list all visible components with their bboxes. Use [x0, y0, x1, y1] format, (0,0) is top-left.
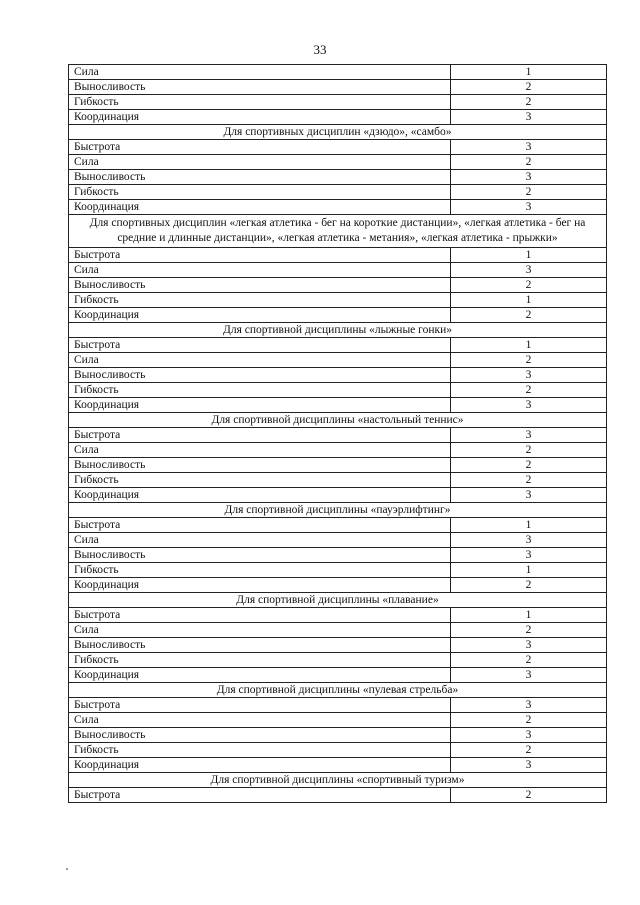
- quality-value: 1: [451, 608, 607, 623]
- quality-label: Быстрота: [69, 428, 451, 443]
- table-row: [69, 338, 607, 353]
- quality-label: Гибкость: [69, 653, 451, 668]
- quality-value: 1: [451, 248, 607, 263]
- table-row: [69, 623, 607, 638]
- quality-value: 3: [451, 728, 607, 743]
- quality-label: Гибкость: [69, 473, 451, 488]
- section-title: Для спортивной дисциплины «пауэрлифтинг»: [69, 503, 607, 518]
- table-row: [69, 518, 607, 533]
- table-row: [69, 758, 607, 773]
- table-row: [69, 488, 607, 503]
- quality-value: 2: [451, 713, 607, 728]
- table-row: [69, 278, 607, 293]
- table-row: [69, 653, 607, 668]
- table-row: [69, 200, 607, 215]
- table-row: [69, 608, 607, 623]
- quality-value: 2: [451, 623, 607, 638]
- quality-label: Гибкость: [69, 743, 451, 758]
- page-number: 33: [313, 42, 327, 57]
- scan-mark: [66, 868, 68, 870]
- table-row: [69, 170, 607, 185]
- section-header-row: [69, 503, 607, 518]
- table-row: [69, 443, 607, 458]
- quality-label: Выносливость: [69, 278, 451, 293]
- table-row: [69, 458, 607, 473]
- quality-label: Выносливость: [69, 80, 451, 95]
- quality-label: Координация: [69, 488, 451, 503]
- table-row: [69, 698, 607, 713]
- quality-value: 2: [451, 788, 607, 803]
- table-row: [69, 578, 607, 593]
- quality-value: 2: [451, 743, 607, 758]
- section-header-row: [69, 683, 607, 698]
- table-row: [69, 713, 607, 728]
- quality-label: Координация: [69, 668, 451, 683]
- quality-value: 1: [451, 563, 607, 578]
- section-header-row: [69, 593, 607, 608]
- section-header-row: [69, 125, 607, 140]
- qualities-table: [68, 64, 607, 803]
- table-row: [69, 638, 607, 653]
- table-row: [69, 398, 607, 413]
- table-row: [69, 548, 607, 563]
- table-row: [69, 95, 607, 110]
- quality-value: 1: [451, 338, 607, 353]
- quality-value: 2: [451, 353, 607, 368]
- table-row: [69, 728, 607, 743]
- table-row: [69, 65, 607, 80]
- table-row: [69, 80, 607, 95]
- quality-label: Быстрота: [69, 608, 451, 623]
- quality-value: 3: [451, 758, 607, 773]
- quality-label: Быстрота: [69, 788, 451, 803]
- quality-label: Координация: [69, 578, 451, 593]
- section-header-row: [69, 413, 607, 428]
- quality-label: Быстрота: [69, 338, 451, 353]
- quality-value: 2: [451, 185, 607, 200]
- table-row: [69, 155, 607, 170]
- quality-label: Выносливость: [69, 458, 451, 473]
- quality-value: 2: [451, 95, 607, 110]
- quality-value: 3: [451, 398, 607, 413]
- quality-value: 3: [451, 110, 607, 125]
- quality-value: 2: [451, 578, 607, 593]
- quality-label: Быстрота: [69, 248, 451, 263]
- table-row: [69, 248, 607, 263]
- section-header-row: [69, 215, 607, 248]
- quality-value: 1: [451, 65, 607, 80]
- quality-value: 2: [451, 473, 607, 488]
- quality-label: Быстрота: [69, 140, 451, 155]
- quality-label: Выносливость: [69, 638, 451, 653]
- table-row: [69, 140, 607, 155]
- quality-label: Гибкость: [69, 293, 451, 308]
- quality-value: 3: [451, 428, 607, 443]
- table-row: [69, 563, 607, 578]
- quality-label: Сила: [69, 353, 451, 368]
- quality-value: 3: [451, 668, 607, 683]
- section-title: Для спортивных дисциплин «дзюдо», «самбо»: [69, 125, 607, 140]
- table-row: [69, 263, 607, 278]
- quality-label: Быстрота: [69, 698, 451, 713]
- table-row: [69, 308, 607, 323]
- quality-value: 3: [451, 638, 607, 653]
- table-row: [69, 743, 607, 758]
- quality-value: 1: [451, 518, 607, 533]
- quality-label: Гибкость: [69, 383, 451, 398]
- quality-value: 2: [451, 458, 607, 473]
- quality-value: 3: [451, 140, 607, 155]
- table-row: [69, 383, 607, 398]
- quality-label: Сила: [69, 713, 451, 728]
- quality-label: Выносливость: [69, 548, 451, 563]
- quality-value: 3: [451, 200, 607, 215]
- quality-value: 2: [451, 383, 607, 398]
- section-header-row: [69, 323, 607, 338]
- table-row: [69, 353, 607, 368]
- quality-value: 2: [451, 278, 607, 293]
- table-row: [69, 533, 607, 548]
- quality-label: Выносливость: [69, 368, 451, 383]
- quality-value: 3: [451, 698, 607, 713]
- quality-label: Быстрота: [69, 518, 451, 533]
- quality-value: 1: [451, 293, 607, 308]
- quality-label: Сила: [69, 443, 451, 458]
- quality-value: 3: [451, 488, 607, 503]
- table-row: [69, 293, 607, 308]
- table-row: [69, 185, 607, 200]
- quality-label: Гибкость: [69, 563, 451, 578]
- quality-label: Координация: [69, 398, 451, 413]
- quality-label: Сила: [69, 155, 451, 170]
- section-title: Для спортивной дисциплины «пулевая стрельба»: [69, 683, 607, 698]
- quality-label: Гибкость: [69, 95, 451, 110]
- quality-label: Сила: [69, 65, 451, 80]
- quality-value: 3: [451, 368, 607, 383]
- section-title: Для спортивной дисциплины «спортивный туризм»: [69, 773, 607, 788]
- table-row: [69, 368, 607, 383]
- quality-value: 3: [451, 533, 607, 548]
- table-row: [69, 428, 607, 443]
- quality-label: Координация: [69, 308, 451, 323]
- section-title: Для спортивной дисциплины «настольный теннис»: [69, 413, 607, 428]
- quality-value: 2: [451, 155, 607, 170]
- table-row: [69, 668, 607, 683]
- table-row: [69, 110, 607, 125]
- quality-label: Выносливость: [69, 170, 451, 185]
- quality-value: 2: [451, 80, 607, 95]
- quality-label: Гибкость: [69, 185, 451, 200]
- quality-value: 3: [451, 170, 607, 185]
- quality-label: Координация: [69, 200, 451, 215]
- quality-label: Координация: [69, 110, 451, 125]
- quality-label: Сила: [69, 623, 451, 638]
- quality-value: 2: [451, 653, 607, 668]
- quality-label: Выносливость: [69, 728, 451, 743]
- table-row: [69, 473, 607, 488]
- table-row: [69, 788, 607, 803]
- quality-label: Координация: [69, 758, 451, 773]
- table-body: [69, 65, 607, 803]
- section-title: Для спортивной дисциплины «лыжные гонки»: [69, 323, 607, 338]
- quality-value: 3: [451, 263, 607, 278]
- quality-value: 3: [451, 548, 607, 563]
- section-title: Для спортивной дисциплины «плавание»: [69, 593, 607, 608]
- quality-label: Сила: [69, 533, 451, 548]
- quality-value: 2: [451, 308, 607, 323]
- section-header-row: [69, 773, 607, 788]
- quality-label: Сила: [69, 263, 451, 278]
- section-title: Для спортивных дисциплин «легкая атлетика - бег на короткие дистанции», «легкая атлетика - бег на средние и длинные дистанции», «легкая атлетика - метания», «легкая атлетика - прыжки»: [69, 215, 607, 248]
- quality-value: 2: [451, 443, 607, 458]
